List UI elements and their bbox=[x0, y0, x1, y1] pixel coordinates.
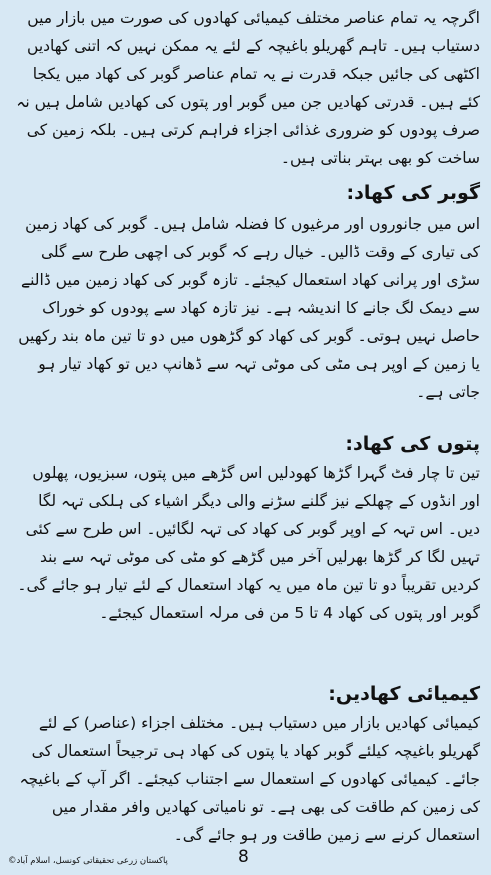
intro-paragraph: اگرچہ یہ تمام عناصر مختلف کیمیائی کھادوں کی صورت میں بازار میں دستیاب ہیں۔ تاہم گھریلو باغیچہ کے لئے یہ ممکن نہیں کہ اتنی کھادیں اکٹھی کی جائیں جبکہ قدرت نے یہ تمام عناصر گوبر کی کھاد میں یکجا کئے ہیں۔ قدرتی کھادیں جن میں گوبر اور پتوں کی کھادیں شامل ہیں نہ صرف پودوں کو ضروری غذائی اجزاء فراہم کرتی ہیں۔ بلکہ زمین کی ساخت کو بھی بہتر بناتی ہیں۔ bbox=[16, 9, 480, 167]
page-number: 8 bbox=[238, 847, 249, 867]
patton-paragraph: تین تا چار فٹ گہرا گڑھا کھودلیں اس گڑھے میں پتوں، سبزیوں، پھلوں اور انڈوں کے چھلکے نیز گلنے سڑنے والی دیگر اشیاء کی ہلکی تہہ لگا دیں۔ اس تہہ کے اوپر گوبر کی کھاد کی تہہ لگائیں۔ اس طرح سے کئی تہیں لگا کر گڑھا بھرلیں آخر میں گڑھے کو مٹی کی موٹی تہہ سے بند کردیں تقریباً دو تا تین ماہ میں یہ کھاد استعمال کے لئے تیار ہو جائے گی۔ گوبر اور پتوں کی کھاد 4 تا 5 من فی مرلہ استعمال کیجئے۔ bbox=[17, 464, 480, 622]
heading-gobar: گوبر کی کھاد: bbox=[346, 182, 480, 204]
kimiyai-paragraph: کیمیائی کھادیں بازار میں دستیاب ہیں۔ مختلف اجزاء (عناصر) کے لئے گھریلو باغیچہ کیلئے گوبر کھاد یا پتوں کی کھاد ہی ترجیحاً استعمال کی جائے۔ کیمیائی کھادوں کے استعمال سے اجتناب کیجئے۔ اگر آپ کے باغیچہ کی زمین کم طاقت کی بھی ہے۔ تو نامیاتی کھادیں وافر مقدار میں استعمال کرنے سے زمین طاقت ور ہو جائے گی۔ bbox=[19, 714, 480, 844]
heading-kimiyai: کیمیائی کھادیں: bbox=[328, 683, 480, 705]
heading-patton: پتوں کی کھاد: bbox=[345, 433, 480, 455]
publisher-footer: پاکستان زرعی تحقیقاتی کونسل، اسلام آباد© bbox=[8, 856, 168, 866]
gobar-paragraph: اس میں جانوروں اور مرغیوں کا فضلہ شامل ہیں۔ گوبر کی کھاد زمین کی تیاری کے وقت ڈالیں۔ خیال رہے کہ گوبر کی اچھی طرح سے گلی سڑی اور پرانی کھاد استعمال کیجئے۔ تازہ گوبر کی کھاد زمین میں ڈالنے سے دیمک لگ جانے کا اندیشہ ہے۔ نیز تازہ کھاد سے پودوں کو خوراک حاصل نہیں ہوتی۔ گوبر کی کھاد کو گڑھوں میں دو تا تین ماہ بند رکھیں یا زمین کے اوپر ہی مٹی کی موٹی تہہ سے ڈھانپ دیں تو کھاد تیار ہو جاتی ہے۔ bbox=[18, 215, 480, 401]
